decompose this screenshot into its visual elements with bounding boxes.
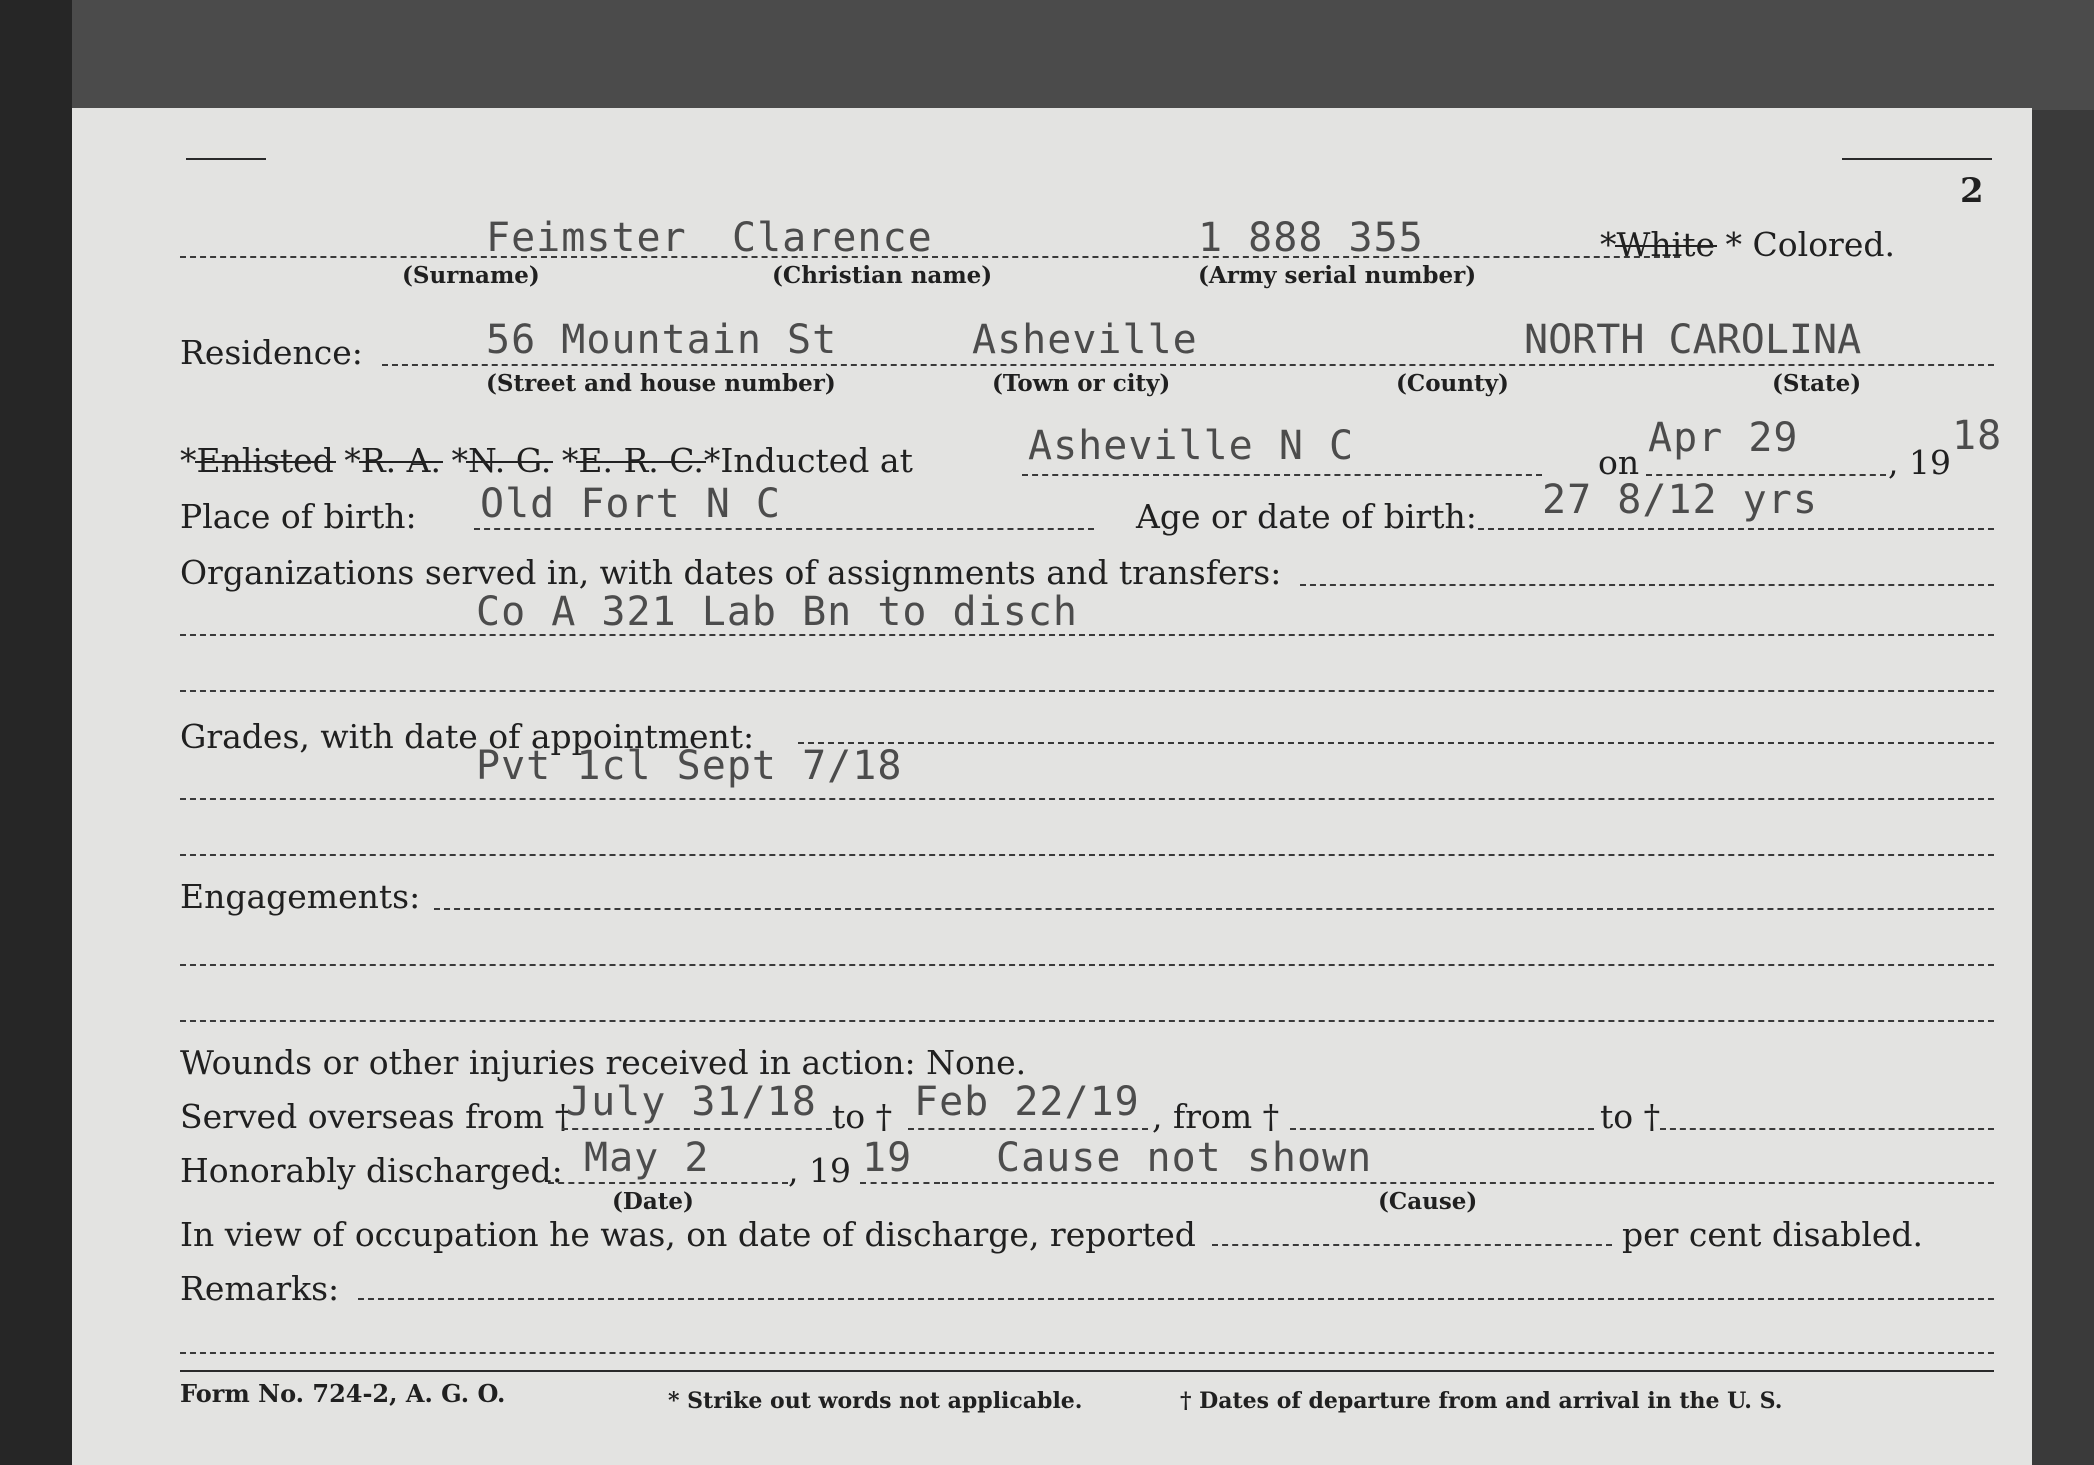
overseas-to-value: Feb 22/19 <box>914 1079 1140 1125</box>
race-white-struck: White <box>1616 225 1716 264</box>
overseas-to-label: to † <box>832 1097 893 1136</box>
inducted-place-value: Asheville N C <box>1028 423 1355 469</box>
state-label: (State) <box>1772 370 1862 397</box>
street-label: (Street and house number) <box>486 370 836 397</box>
disability-line <box>1212 1244 1612 1246</box>
engagements-label: Engagements: <box>180 877 421 916</box>
wounds-label: Wounds or other injuries received in action: None. <box>180 1043 1027 1082</box>
town-label: (Town or city) <box>992 370 1171 397</box>
top-left-rule <box>186 158 266 160</box>
serial-number-label: (Army serial number) <box>1198 262 1477 289</box>
age-line <box>1478 528 1994 530</box>
grades-line-1 <box>798 742 1994 744</box>
age-value: 27 8/12 yrs <box>1542 477 1818 523</box>
race-options: *White * Colored. <box>1600 225 1895 264</box>
discharge-date-line <box>548 1182 788 1184</box>
discharge-date-value: May 2 <box>584 1135 710 1181</box>
discharge-cause-value: Cause not shown <box>996 1135 1373 1181</box>
birth-place-label: Place of birth: <box>180 497 417 536</box>
overseas-to-line <box>908 1128 1148 1130</box>
overseas-to2-label: to † <box>1600 1097 1661 1136</box>
service-record-card <box>72 108 2032 1465</box>
overseas-from-value: July 31/18 <box>566 1079 817 1125</box>
strike-note: * Strike out words not applicable. <box>668 1388 1083 1414</box>
county-label: (County) <box>1396 370 1509 397</box>
town-value: Asheville <box>972 317 1198 363</box>
discharge-cause-caption: (Cause) <box>1378 1188 1478 1215</box>
discharge-cause-line <box>942 1182 1994 1184</box>
ng-struck: N. G. <box>467 441 552 480</box>
organizations-label: Organizations served in, with dates of assignments and transfers: <box>180 553 1282 592</box>
engagements-line-3 <box>180 1020 1994 1022</box>
induction-year-value: 18 <box>1952 413 2003 459</box>
residence-label: Residence: <box>180 333 363 372</box>
scanner-background-top <box>0 0 2094 110</box>
organizations-line-2 <box>180 634 1994 636</box>
discharge-year-prefix: , 19 <box>788 1151 851 1190</box>
serial-number-value: 1 888 355 <box>1198 215 1424 261</box>
scanner-background-left <box>0 0 72 1465</box>
engagements-line-1 <box>434 908 1994 910</box>
inducted-line <box>1022 474 1542 476</box>
remarks-line-1 <box>358 1298 1994 1300</box>
state-value: NORTH CAROLINA <box>1524 317 1862 363</box>
organizations-value: Co A 321 Lab Bn to disch <box>476 589 1078 635</box>
christian-name-value: Clarence <box>732 215 933 261</box>
induction-year-prefix: , 19 <box>1888 443 1951 482</box>
overseas-from2-label: , from † <box>1152 1097 1280 1136</box>
grades-line-3 <box>180 854 1994 856</box>
ra-struck: R. A. <box>360 441 441 480</box>
disability-suffix: per cent disabled. <box>1622 1215 1924 1254</box>
birth-place-line <box>474 528 1094 530</box>
discharge-label: Honorably discharged: <box>180 1151 563 1190</box>
top-right-rule <box>1842 158 1992 160</box>
street-value: 56 Mountain St <box>486 317 838 363</box>
discharge-year-value: 19 <box>862 1135 913 1181</box>
grades-label: Grades, with date of appointment: <box>180 717 755 756</box>
induction-date-line <box>1646 474 1886 476</box>
age-label: Age or date of birth: <box>1136 497 1477 536</box>
residence-line <box>382 364 1994 366</box>
overseas-from2-line <box>1290 1128 1594 1130</box>
inducted-label: *Inducted at <box>703 441 913 480</box>
discharge-year-line <box>860 1182 940 1184</box>
dates-note: † Dates of departure from and arrival in the U. S. <box>1180 1388 1783 1414</box>
discharge-date-caption: (Date) <box>612 1188 694 1215</box>
organizations-line-1 <box>1300 584 1994 586</box>
induction-date-value: Apr 29 <box>1648 415 1799 461</box>
overseas-from-line <box>562 1128 832 1130</box>
remarks-line-2 <box>180 1352 1994 1354</box>
card-number: 2 <box>1960 171 1984 211</box>
race-colored: * Colored. <box>1725 225 1895 264</box>
grades-line-2 <box>180 798 1994 800</box>
enlistment-options: *Enlisted *R. A. *N. G. *E. R. C.*Inducted at <box>180 441 913 480</box>
overseas-to2-line <box>1660 1128 1994 1130</box>
organizations-line-3 <box>180 690 1994 692</box>
birth-place-value: Old Fort N C <box>480 481 781 527</box>
on-label: on <box>1598 443 1640 482</box>
disability-label: In view of occupation he was, on date of discharge, reported <box>180 1215 1196 1254</box>
footer-rule <box>180 1370 1994 1372</box>
overseas-label: Served overseas from † <box>180 1097 572 1136</box>
remarks-label: Remarks: <box>180 1269 340 1308</box>
surname-label: (Surname) <box>402 262 540 289</box>
christian-name-label: (Christian name) <box>772 262 993 289</box>
erc-struck: E. R. C. <box>578 441 704 480</box>
surname-value: Feimster <box>486 215 687 261</box>
form-number: Form No. 724-2, A. G. O. <box>180 1379 506 1408</box>
grades-value: Pvt 1cl Sept 7/18 <box>476 743 903 789</box>
engagements-line-2 <box>180 964 1994 966</box>
enlisted-struck: Enlisted <box>196 441 334 480</box>
